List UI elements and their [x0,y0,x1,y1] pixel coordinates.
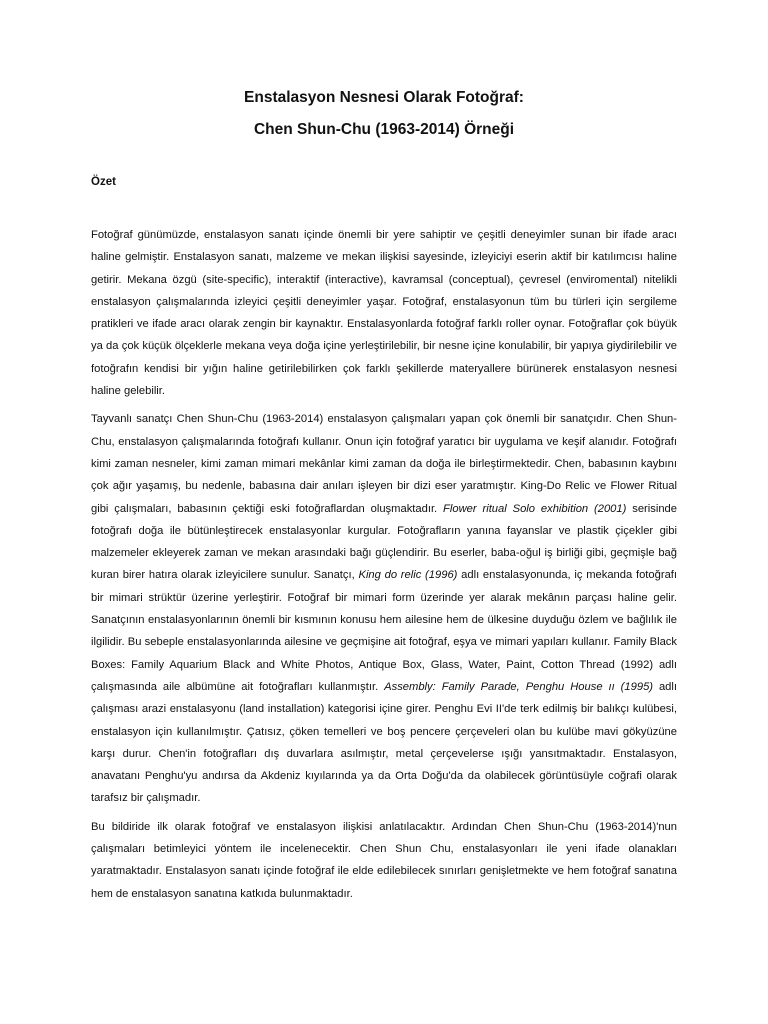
document-title-line-1: Enstalasyon Nesnesi Olarak Fotoğraf: [244,89,524,106]
paragraph-2-text-c: adlı enstalasyonunda, iç mekanda fotoğrafı bir mimari strüktür üzerine yerleştirir. Fotoğraf bir mimari form üzerinde yer alarak mekânın parçası haline gelir. Sanatçının enstalasyonlarının önemli bir kısmının konusu hem ailesine hem de ülkesine duyduğu özlem ve bağlılık ile ilgilidir. Bu sebeple enstalasyonlarında ailesine ve geçmişine ait fotoğraf, eşya ve mimari yapıları kullanır. Family Black Boxes: Family Aquarium Black and White Photos, Antique Box, Glass, Water, Paint, Cotton Thread (1992) adlı çalışmasında aile albümüne ait fotoğrafları kullanmıştır. [91,569,678,693]
paragraph-2 [91,408,677,809]
paragraph-2-italic-1: Flower ritual Solo exhibition (2001) [443,502,627,515]
paragraph-1: Fotoğraf günümüzde, enstalasyon sanatı içinde önemli bir yere sahiptir ve çeşitli deneyimler sunan bir ifade aracı haline gelmiştir. Enstalasyon sanatı, malzeme ve mekan ilişkisi sayesinde, izleyiciyi eserin aktif bir katılımcısı haline getirir. Mekana özgü (site-specific), interaktif (interactive), kavramsal (conceptual), çevresel (enviromental) nitelikli enstalasyon çalışmalarında izleyici çeşitli deneyimler yaşar. Fotoğraf, enstalasyonun tüm bu türleri için sergileme pratikleri ve ifade aracı olarak zengin bir kaynaktır. Enstalasyonlarda fotoğraf farklı roller oynar. Fotoğraflar çok büyük ya da çok küçük ölçeklerle mekana veya doğa içine yerleştirilebilir, bir nesne içine konulabilir, bir yapıya giydirilebilir ve fotoğrafın kendisi bir yığın haline getirilebilirken çok farklı şekillerde materyallere bürünerek enstalasyon nesnesi haline gelebilir. [91,229,677,398]
paragraph-2-text-b: serisinde fotoğrafı doğa ile bütünleştirecek enstalasyonlar kurgular. Fotoğrafların yanına fayanslar ve plastik çiçekler gibi malzemeler ekleyerek zaman ve mekan arasındaki bağı güçlendirir. Bu eserler, baba-oğul iş birliği gibi, geçmişle bağ kuran birer hatıra olarak izleyicilere sunulur. Sanatçı, [91,502,678,582]
paragraph-2-italic-2: King do relic (1996) [358,569,458,582]
abstract-heading: Özet [91,176,116,188]
paragraph-3: Bu bildiride ilk olarak fotoğraf ve enstalasyon ilişkisi anlatılacaktır. Ardından Chen Shun-Chu (1963-2014)'nun çalışmaları betimleyici yöntem ile incelenecektir. Chen Shun Chu, enstalasyonları ile yeni ifade olanakları yaratmaktadır. Enstalasyon sanatı içinde fotoğraf ile elde edilebilecek sınırları genişletmekte ve hem fotoğraf sanatına hem de enstalasyon sanatına katkıda bulunmaktadır. [91,820,677,900]
paragraph-2-text-d: adlı çalışması arazi enstalasyonu (land installation) kategorisi içine girer. Penghu Evi II'de terk edilmiş bir balıkçı kulübesi, enstalasyon için kullanılmıştır. Çatısız, çöken temelleri ve boş pencere çerçeveleri olan bu kulübe mavi gökyüzüne karşı durur. Chen'in fotoğrafları dış duvarlara asılmıştır, metal çerçevelerse ışığı yansıtmaktadır. Enstalasyon, anavatanı Penghu'yu andırsa da Akdeniz kıyılarında ya da Orta Doğu'da da olabilecek görüntüsüyle coğrafi olarak tarafsız bir çalışmadır. [91,680,678,805]
document-title-line-2: Chen Shun-Chu (1963-2014) Örneği [253,121,515,138]
paragraph-2-text-a: Tayvanlı sanatçı Chen Shun-Chu (1963-2014) enstalasyon çalışmaları yapan çok önemli bir sanatçıdır. Chen Shun-Chu, enstalasyon çalışmalarında fotoğrafı kullanır. Onun için fotoğraf yaratıcı bir uygulama ve keşif alanıdır. Fotoğrafı kimi zaman nesneler, kimi zaman mimari mekânlar kimi zaman da doğa ile birleştirmektedir. Chen, babasının kaybını çok ağır yaşamış, bu nedenle, babasına dair anıları işleyen bir dizi eser yaratmıştır. King-Do Relic ve Flower Ritual gibi çalışmaları, babasının çektiği eski fotoğraflardan oluşmaktadır. [91,413,677,515]
paragraph-2-italic-3: Assembly: Family Parade, Penghu House ıı (1995) [384,680,654,693]
